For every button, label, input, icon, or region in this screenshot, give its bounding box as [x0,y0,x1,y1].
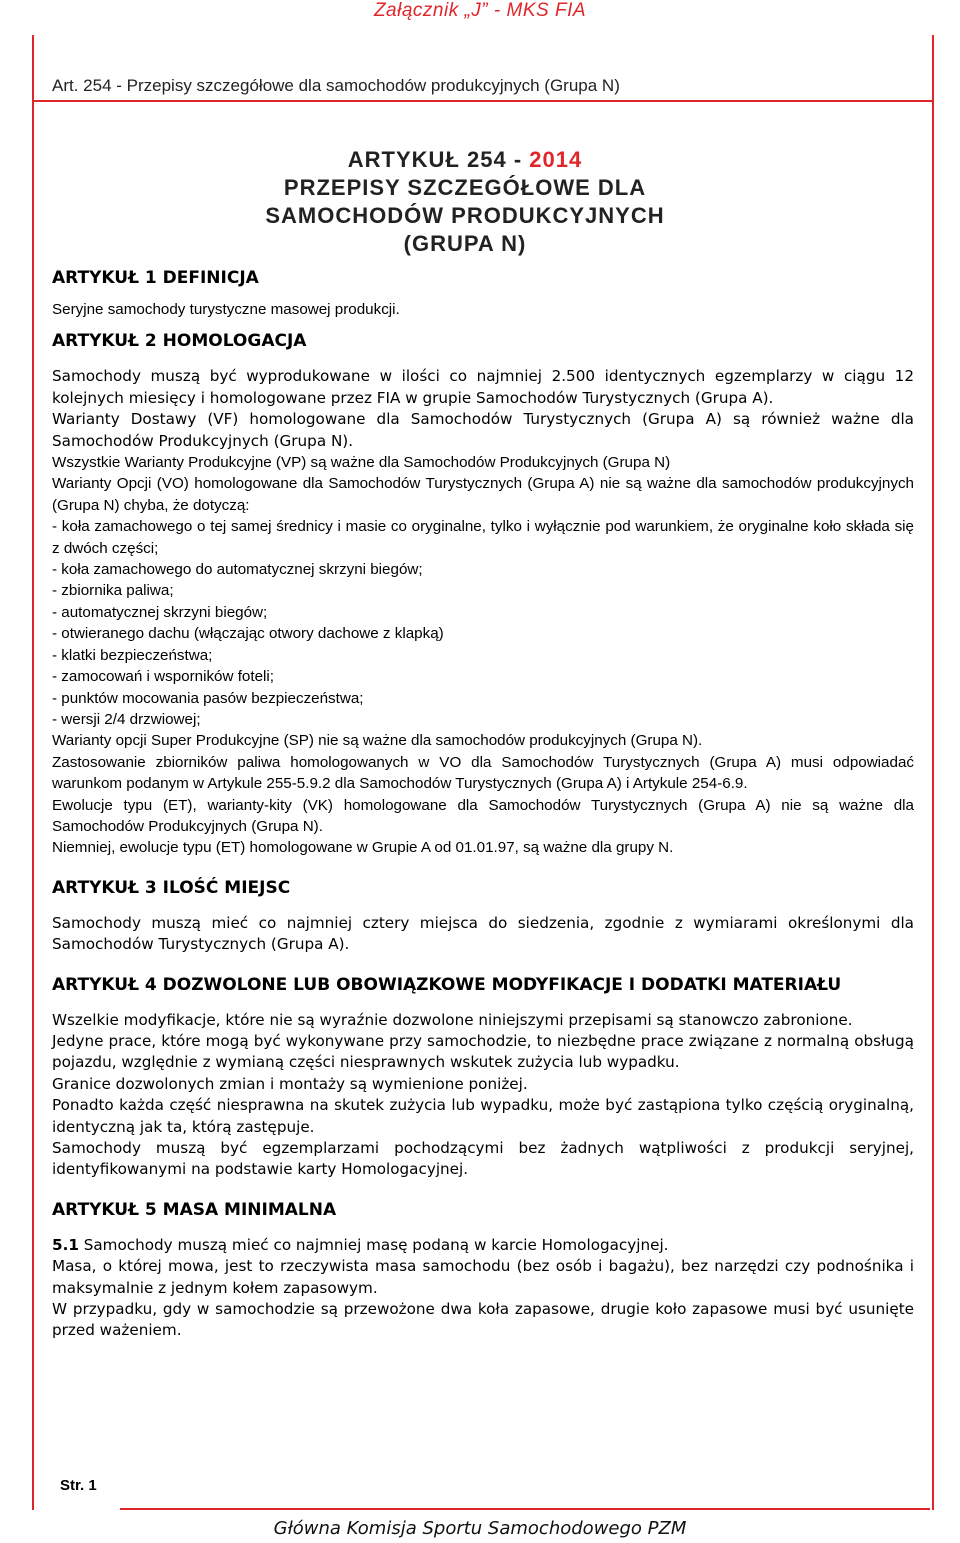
art2-option-list [52,516,914,730]
art2-paragraph-8: Niemniej, ewolucje typu (ET) homologowane w Grupie A od 01.01.97, są ważne dla grupy N. [52,839,674,857]
list-item: - koła zamachowego do automatycznej skrzyni biegów; [52,561,423,579]
list-item: - otwieranego dachu (włączając otwory dachowe z klapką) [52,625,444,643]
section-number: 5.1 [52,1235,79,1254]
list-item: - koła zamachowego o tej samej średnicy i masie co oryginalne, tylko i wyłącznie pod warunkiem, że oryginalne koło składa się z dwóch części; [52,518,914,557]
art2-paragraph-5: Warianty opcji Super Produkcyjne (SP) nie są ważne dla samochodów produkcyjnych (Grupa N). [52,732,703,750]
page-number: Str. 1 [60,1477,97,1494]
art2-paragraph-4: Warianty Opcji (VO) homologowane dla Samochodów Turystycznych (Grupa A) nie są ważne dla samochodów produkcyjnych (Grupa N) chyba, że dotyczą: [52,475,914,514]
art1-text: Seryjne samochody turystyczne masowej produkcji. [52,301,400,318]
article-title-line1: ARTYKUŁ 254 - 2014 [347,147,583,172]
art2-paragraph-7: Ewolucje typu (ET), warianty-kity (VK) homologowane dla Samochodów Turystycznych (Grupa A) nie są ważne dla Samochodów Produkcyjnych (Grupa N). [52,796,914,835]
article-title [255,146,675,258]
header-divider [32,100,932,102]
art3-paragraph-1: Samochody muszą mieć co najmniej cztery miejsca do siedzenia, zgodnie z wymiarami określonymi dla Samochodów Turystycznych (Grupa A). [52,913,914,954]
article-title-line4: (GRUPA N) [403,231,527,256]
list-item: - klatki bezpieczeństwa; [52,646,213,664]
art4-paragraph-1: Wszelkie modyfikacje, które nie są wyraźnie dozwolone niniejszymi przepisami są stanowczo zabronione. [52,1010,853,1029]
list-item: - wersji 2/4 drzwiowej; [52,710,201,728]
document-subheader: Art. 254 - Przepisy szczegółowe dla samochodów produkcyjnych (Grupa N) [52,76,620,95]
art5-heading: ARTYKUŁ 5 MASA MINIMALNA [52,1199,337,1220]
art4-paragraph-2: Jedyne prace, które mogą być wykonywane przy samochodzie, to niezbędne prace związane z normalną obsługą pojazdu, względnie z wymianą części niesprawnych wskutek zużycia lub wypadku. [52,1031,914,1072]
footer-organization: Główna Komisja Sportu Samochodowego PZM [273,1518,687,1539]
art4-paragraph-5: Samochody muszą być egzemplarzami pochodzącymi bez żadnych wątpliwości z produkcji seryjnej, identyfikowanymi na podstawie karty Homologacyjnej. [52,1139,914,1179]
art4-paragraph-4: Ponadto każda część niesprawna na skutek zużycia lub wypadku, może być zastąpiona tylko częścią oryginalną, identyczną jak ta, którą zastępuje. [52,1096,914,1136]
art4-heading: ARTYKUŁ 4 DOZWOLONE LUB OBOWIĄZKOWE MODYFIKACJE I DODATKI MATERIAŁU [52,974,842,995]
art2-paragraph-3: Wszystkie Warianty Produkcyjne (VP) są ważne dla Samochodów Produkcyjnych (Grupa N) [52,454,671,472]
list-item: - zbiornika paliwa; [52,582,174,600]
document-body [52,267,914,1342]
document-header-title: Załącznik „J” - MKS FIA [373,0,587,21]
footer-divider [120,1508,930,1510]
art2-heading: ARTYKUŁ 2 HOMOLOGACJA [52,331,307,352]
list-item: - automatycznej skrzyni biegów; [52,603,268,621]
article-year: 2014 [529,147,583,172]
left-margin-line [32,35,34,1510]
list-item: - zamocowań i wsporników foteli; [52,668,274,686]
art2-paragraph-2: Warianty Dostawy (VF) homologowane dla Samochodów Turystycznych (Grupa A) są również ważne dla Samochodów Produkcyjnych (Grupa N). [52,410,914,450]
right-margin-line [932,35,934,1510]
article-title-line3: SAMOCHODÓW PRODUKCYJNYCH [265,203,665,228]
art2-paragraph-6: Zastosowanie zbiorników paliwa homologowanych w VO dla Samochodów Turystycznych (Grupa A) musi odpowiadać warunkom podanym w Artykule 255-5.9.2 dla Samochodów Turystycznych (Grupa A) i Artykule 254-6.9. [52,753,914,793]
art5-paragraph-1: 5.1 Samochody muszą mieć co najmniej masę podaną w karcie Homologacyjnej. [52,1235,669,1254]
art5-paragraph-2: Masa, o której mowa, jest to rzeczywista masa samochodu (bez osób i bagażu), bez narzędzi czy podnośnika i maksymalnie z jednym kołem zapasowym. [52,1257,914,1297]
art3-heading: ARTYKUŁ 3 ILOŚĆ MIEJSC [52,877,291,898]
art5-paragraph-3: W przypadku, gdy w samochodzie są przewożone dwa koła zapasowe, drugie koło zapasowe musi być usunięte przed ważeniem. [52,1300,914,1340]
art4-paragraph-3: Granice dozwolonych zmian i montaży są wymienione poniżej. [52,1074,528,1093]
art2-paragraph-1: Samochody muszą być wyprodukowane w ilości co najmniej 2.500 identycznych egzemplarzy w ciągu 12 kolejnych miesięcy i homologowane przez FIA w grupie Samochodów Turystycznych (Grupa A). [52,367,914,407]
art1-heading: ARTYKUŁ 1 DEFINICJA [52,268,259,288]
article-title-line2: PRZEPISY SZCZEGÓŁOWE DLA [283,175,647,200]
list-item: - punktów mocowania pasów bezpieczeństwa; [52,689,364,707]
